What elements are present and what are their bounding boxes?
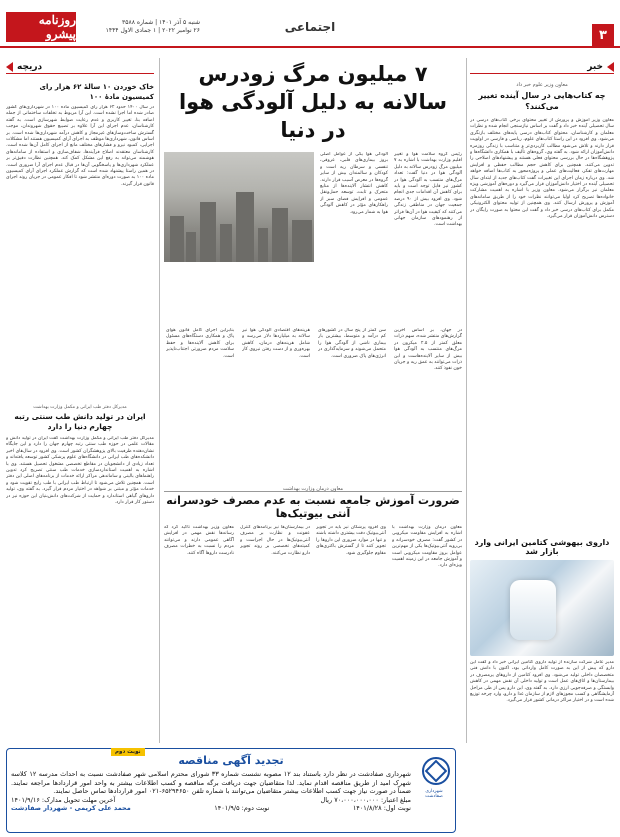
antibiotics-col-4: معاون وزیر بهداشت تأکید کرد که رسانه‌ها نقش مهمی در افزایش آگاهی عمومی دارند و می‌توانند مردم را نسبت به خطرات مصرف نادرست داروها آگاه کنند.: [164, 525, 234, 556]
news-tag-label: خبر: [587, 61, 603, 72]
tender-advertisement: [6, 748, 456, 833]
main-headline: ۷ میلیون مرگ زودرس سالانه به دلیل آلودگی هوا در دنیا: [178, 62, 448, 142]
news-tag: [470, 60, 614, 74]
ad-deposit: مبلغ اعتبار: ۷۰،۰۰۰،۰۰۰،۰۰۰ ریال: [320, 795, 411, 804]
tradmed-headline: ایران در تولید دانش طب سنتی رتبه چهارم دنیا را دارد: [14, 412, 146, 431]
header-rule: [0, 46, 620, 48]
window-tag: [6, 60, 154, 74]
column-divider: [466, 58, 467, 743]
antibiotics-kicker: معاون درمان وزارت بهداشت: [282, 486, 344, 492]
main-col-6: بنابراین اجرای کامل قانون هوای پاک و همکاری دستگاه‌های مسئول برای کاهش آلاینده‌ها و حفظ سلامت مردم ضرورتی اجتناب‌ناپذیر است.: [166, 328, 234, 359]
smog-city-photo: [164, 152, 314, 262]
main-bottom-grid: [164, 328, 462, 488]
ad-deadline: آخرین مهلت تحویل مدارک: ۱۴۰۱/۹/۱۶: [11, 795, 116, 804]
window-body: در سال ۱۴۰۰ حدود ۶۲ هزار رای کمیسیون ماده ۱۰۰ در شهرداری‌های کشور صادر شده اما اجرا نشده است. این آرا مربوط به تخلفات ساختمانی از جمله اضافه بنا، تغییر کاربری و عدم رعایت ضوابط شهرسازی است. به گفته کارشناسان، عدم اجرای این آرا علاوه بر تضییع حقوق شهروندان، موجب گسترش ساخت‌وسازهای غیرمجاز و کاهش درآمد شهرداری‌ها شده است. بر اساس قانون، شهرداری‌ها موظف به اجرای آرای کمیسیون هستند اما مشکلات اجرایی، کمبود نیرو و فشارهای مختلف مانع از اجرای کامل آن‌ها شده است. کارشناسان معتقدند اصلاح فرآیندها، شفاف‌سازی و استفاده از سامانه‌های هوشمند می‌تواند به رفع این مشکل کمک کند. همچنین نظارت دقیق‌تر بر عملکرد شهرداری‌ها و پاسخگویی آن‌ها در قبال عدم اجرای آرا ضروری است. در همین راستا پیشنهاد شده است که گزارش عملکرد اجرای آرای کمیسیون ماده ۱۰۰ به صورت دوره‌ای منتشر شود تا افکار عمومی در جریان روند اجرای قانون قرار گیرند.: [6, 105, 154, 187]
chevron-left-icon: [607, 62, 614, 72]
medicine-photo: [470, 560, 614, 656]
page-number: ۳: [592, 24, 614, 46]
ketamine-headline: داروی بیهوشی کتامین ایرانی وارد بازار شد: [474, 538, 610, 556]
main-col-3: در جهان، بر اساس آخرین گزارش‌های منتشر شده، سهم ذرات معلق کمتر از ۲.۵ میکرون در مرگ‌های منتسب به آلودگی هوا بیش از سایر آلاینده‌هاست و این ذرات می‌توانند به عمق ریه و جریان خون نفوذ کنند.: [394, 328, 462, 372]
main-article: [164, 60, 462, 495]
ad-organization: شهرداری صفادشت: [425, 789, 443, 799]
chevron-left-icon: [6, 62, 13, 72]
date-line-1: شنبه ۵ آذر ۱۴۰۱ | شماره ۳۵۸۸: [122, 19, 200, 26]
ad-title: تجدید آگهی مناقصه: [178, 754, 284, 767]
ad-date-second: نوبت دوم: ۱۴۰۱/۹/۵: [214, 804, 270, 813]
newspaper-logo: روزنامه پیشرو: [6, 12, 76, 42]
ad-body: شهرداری صفادشت در نظر دارد باستناد بند ۱۲ مصوبه نشست شماره ۳۳ شورای محترم اسلامی شهر صفادشت نسبت به احداث مدرسه ۱۲ کلاسه شهرک امید از طریق مناقصه اقدام نماید. لذا متقاضیان جهت دریافت برگه مناقصه و کسب اطلاعات بیشتر به واحد امور قراردادها مراجعه نمایند. ضمناً در صورت نیاز جهت کسب اطلاعات بیشتر متقاضیان می‌توانند با شماره تلفن ۶۵۲۹۴۶۵۰-۰۲۱ امور قراردادها تماس حاصل نمایند.: [11, 770, 411, 796]
main-col-1: رئیس گروه سلامت هوا و تغییر اقلیم وزارت بهداشت با اشاره به ۷ میلیون مرگ زودرس سالانه به دلیل آلودگی هوا در دنیا گفت: تعداد مرگ‌های منتسب به آلودگی هوا در کشور نیز قابل توجه است و باید برای کاهش آن اقدامات جدی انجام شود. وی افزود بیش از ۹۰ درصد جمعیت جهان در مناطقی زندگی می‌کنند که کیفیت هوا در آن‌ها فراتر از رهنمودهای سازمان جهانی بهداشت است.: [394, 152, 462, 228]
main-col-4: سن کمتر از پنج سال در کشورهای کم درآمد و متوسط، بیشترین بار بیماری ناشی از آلودگی هوا را متحمل می‌شوند و سرمایه‌گذاری در انرژی‌های پاک ضروری است.: [318, 328, 386, 359]
news-body: معاون وزیر آموزش و پرورش از تغییر محتوای برخی کتاب‌های درسی در سال تحصیلی آینده خبر داد و گفت بر اساس نیازسنجی انجام شده و نظرات معلمان و کارشناسان، محتوای کتاب‌های درسی پایه‌های مختلف بازنگری می‌شود. وی افزود در این راستا کتاب‌های علوم، ریاضی و فارسی در اولویت قرار دارند و تلاش می‌شود مطالب کاربردی‌تر و متناسب با زندگی روزمره دانش‌آموزان ارائه شود. به گفته وی، گروه‌های تألیف با همکاری دانشگاه‌ها و پژوهشگاه‌ها در حال بررسی محتوای فعلی هستند و پیشنهادهای اصلاحی را تدوین می‌کنند. همچنین برای کاهش حجم مطالب حفظی و افزایش مهارت‌های تفکر، فعالیت‌های عملی و پروژه‌محور به کتاب‌ها اضافه خواهد شد. وی درباره زمان اجرای این تغییرات گفت کتاب‌های جدید از ابتدای سال تحصیلی آینده در اختیار دانش‌آموزان قرار می‌گیرد و دوره‌های آموزشی ویژه معلمان نیز برگزار می‌شود. معاون وزیر با اشاره به اهمیت مشارکت خانواده‌ها تصریح کرد اولیا می‌توانند نظرات خود را از طریق سامانه‌های آموزش و پرورش ارسال کنند. وی همچنین از تولید محتوای الکترونیکی مکمل برای کتاب‌های درسی خبر داد و گفت این محتوا به صورت رایگان در دسترس دانش‌آموزان قرار می‌گیرد.: [470, 118, 614, 220]
date-line-2: ۲۶ نوامبر ۲۰۲۲ | ۱ جمادی الاول ۱۴۴۴: [105, 27, 200, 34]
ad-row-2: [11, 804, 411, 813]
antibiotics-columns: [164, 525, 462, 739]
ad-row-1: [11, 796, 411, 805]
news-kicker: معاون وزیر علوم خبر داد: [516, 82, 568, 88]
window-tag-label: دریچه: [17, 61, 43, 72]
antibiotics-article: [164, 486, 462, 739]
tradmed-kicker: مدیرکل دفتر طب ایرانی و مکمل وزارت بهداشت: [33, 405, 127, 410]
issue-dates: [80, 19, 200, 35]
news-headline: چه کتاب‌هایی در سال آینده تغییر می‌کنند؟: [478, 91, 606, 111]
ad-badge: نوبت دوم: [111, 748, 145, 756]
window-headline: خاک خوردن ۱۰ سالهٔ ۶۲ هزار رای کمیسیون مادهٔ ۱۰۰: [39, 83, 154, 101]
ad-signature: محمد علی کریمی - شهردار صفادشت: [11, 804, 131, 813]
main-col-5: هزینه‌های اقتصادی آلودگی هوا نیز سالانه به میلیاردها دلار می‌رسد و شامل هزینه‌های درمان، کاهش بهره‌وری و از دست رفتن نیروی کار است.: [242, 328, 310, 359]
antibiotics-col-3: در بیمارستان‌ها نیز برنامه‌های کنترل عفونت و نظارت بر مصرف آنتی‌بیوتیک‌ها در حال اجراست و کمیته‌های تخصصی بر روند تجویز دارو نظارت می‌کنند.: [240, 525, 310, 556]
antibiotics-col-1: معاون درمان وزارت بهداشت با اشاره به افزایش مقاومت میکروبی در کشور گفت: مصرف خودسرانه و بی‌رویه آنتی‌بیوتیک‌ها یکی از مهم‌ترین عوامل بروز مقاومت میکروبی است و آموزش جامعه در این زمینه اهمیت ویژه‌ای دارد.: [392, 525, 462, 569]
ad-date-first: نوبت اول: ۱۴۰۱/۸/۲۸: [352, 804, 411, 813]
main-top-grid: [164, 152, 462, 328]
window-column: [6, 60, 154, 719]
antibiotics-headline: ضرورت آموزش جامعه نسبت به عدم مصرف خودسرانه آنتی بیوتیک‌ها: [166, 494, 460, 520]
ketamine-body: مدیر عامل شرکت سازنده از تولید داروی کتامین ایرانی خبر داد و گفت این دارو که پیش از این به صورت کامل وارداتی بود، اکنون با دانش فنی متخصصان داخلی تولید می‌شود. وی افزود کتامین از داروهای پرمصرف در بیمارستان‌ها و اتاق‌های عمل است و تولید داخلی آن نقش مهمی در کاهش وابستگی و صرفه‌جویی ارزی دارد. به گفته وی، این دارو پس از طی مراحل آزمایشگاهی و کسب مجوزهای لازم از سازمان غذا و دارو، وارد چرخه توزیع شده است و در اختیار مراکز درمانی کشور قرار می‌گیرد.: [470, 660, 614, 704]
section-title: اجتماعی: [284, 20, 336, 34]
page-header: [0, 0, 620, 46]
news-column: [470, 60, 614, 837]
antibiotics-col-2: وی افزود پزشکان نیز باید در تجویز آنتی‌بیوتیک دقت بیشتری داشته باشند و تنها در موارد ضروری این داروها را تجویز کنند تا از گسترش باکتری‌های مقاوم جلوگیری شود.: [316, 525, 386, 556]
municipality-seal-icon: [422, 757, 450, 785]
tradmed-body: مدیرکل دفتر طب ایرانی و مکمل وزارت بهداشت گفت ایران در تولید دانش و مقالات علمی در حوزه طب سنتی رتبه چهارم جهان را دارد و این جایگاه نشان‌دهنده ظرفیت بالای پژوهشگران کشور است. وی افزود در سال‌های اخیر دانشکده‌های طب ایرانی در دانشگاه‌های علوم پزشکی کشور توسعه یافته‌اند و تعداد زیادی از دانشجویان در مقاطع تخصصی مشغول تحصیل هستند. وی با اشاره به اهمیت استانداردسازی خدمات طب سنتی تصریح کرد تدوین راهنماهای بالینی و ساماندهی مراکز ارائه خدمات از برنامه‌های اصلی این دفتر است. همچنین تلاش می‌شود تا ارتباط طب ایرانی با طب رایج تقویت شود و خدمات مؤثر و مبتنی بر شواهد در اختیار مردم قرار گیرد. به گفته وی، تولید داروهای گیاهی استاندارد و حمایت از شرکت‌های دانش‌بنیان این حوزه نیز در دستور کار قرار دارد.: [6, 436, 154, 506]
column-divider: [159, 58, 160, 743]
main-col-2: آلودگی هوا یکی از عوامل اصلی بروز بیماری‌های قلبی، عروقی، تنفسی و سرطان ریه است و کودکان و سالمندان بیش از سایر گروه‌ها در معرض آسیب قرار دارند. کاهش انتشار آلاینده‌ها از منابع متحرک و ثابت، توسعه حمل‌ونقل عمومی و افزایش فضای سبز از راهکارهای مؤثر در کاهش آلودگی هوا به شمار می‌رود.: [320, 152, 388, 215]
